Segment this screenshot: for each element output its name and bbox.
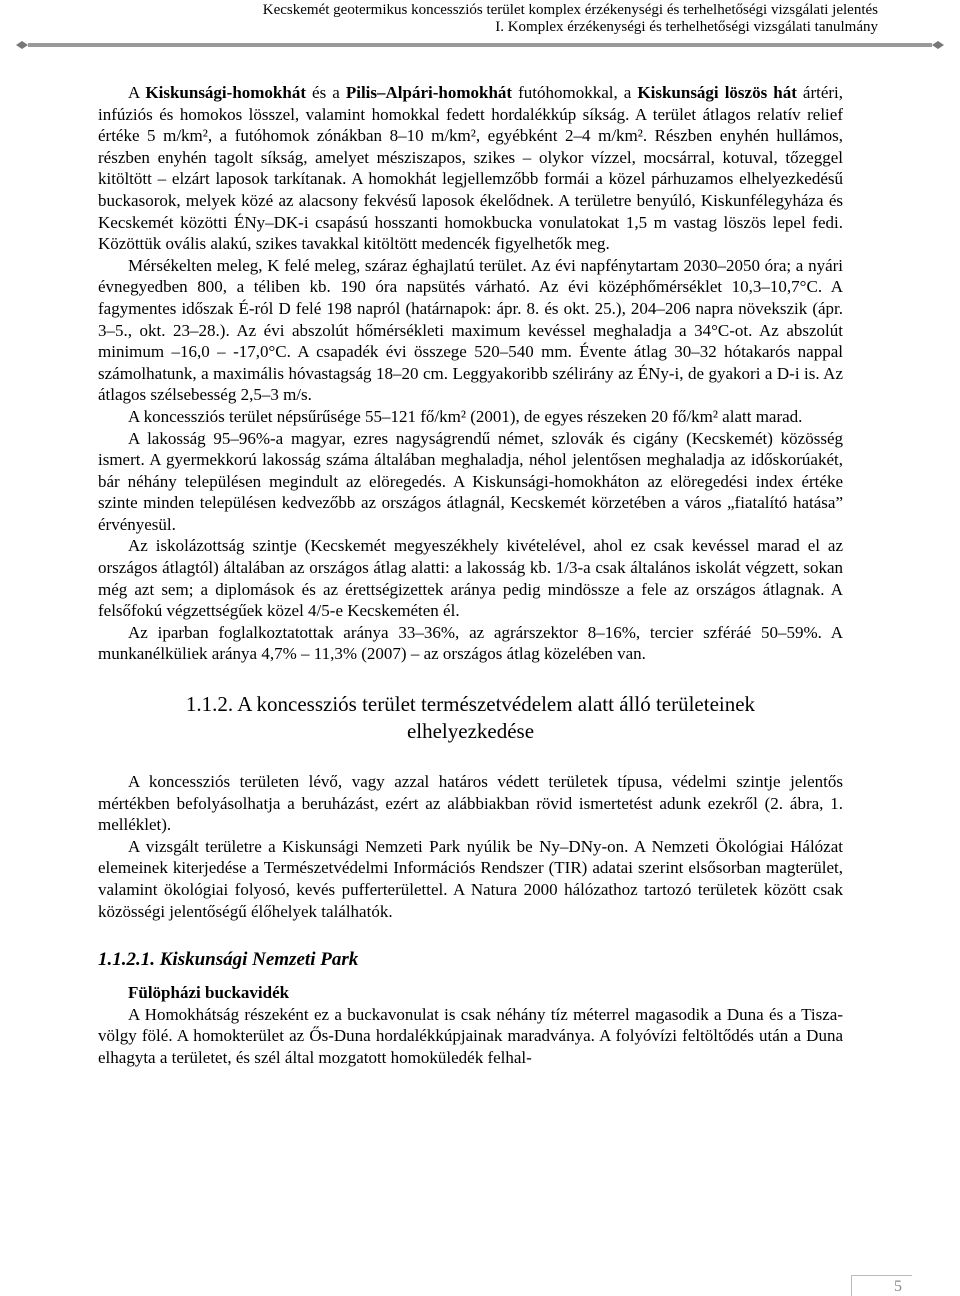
term-pilis-alpari-homokhat: Pilis–Alpári-homokhát bbox=[345, 83, 513, 102]
paragraph-landscape: A Kiskunsági-homokhát és a Pilis–Alpári-homokhát futóhomokkal, a Kiskunsági löszös hát ártéri, infúziós és homokos lösszel, valamint homokkal fedett hordalékkúp síkság. A terület átlagos relatív relief értéke 5 m/km², a futóhomok zónákban 8–10 m/km², egyébként 2–4 m/km². Részben enyhén hullámos, részben enyhén tagolt síkság, amelyet mésziszapos, szikes – olykor vízzel, mocsárral, kotuval, tőzeggel kitöltött – elzárt laposok tarkítanak. A homokhát legjellemzőbb formái a közel párhuzamos elhelyezkedésű buckasorok, melyek közé az alacsony fekvésű laposok ékelődnek. A területre benyúló, Kiskunfélegyháza és Kecskemét közötti ÉNy–DK-i csapású hosszanti homokbucka vonulatokat 1,5 m vastag löszös lepel fedi. Közöttük ovális alakú, szikes tavakkal kitöltött medencék figyelhetők meg. bbox=[98, 83, 844, 254]
page-number: 5 bbox=[894, 1278, 902, 1295]
header-line-2: I. Komplex érzékenységi és terhelhetőségi vizsgálati tanulmány bbox=[495, 19, 878, 35]
subsection-heading: 1.1.2.1. Kiskunsági Nemzeti Park bbox=[98, 949, 359, 971]
subhead-fulophazi: Fülöpházi buckavidék bbox=[128, 983, 290, 1003]
paragraph-national-park: A vizsgált területre a Kiskunsági Nemzeti Park nyúlik be Ny–DNy-on. A Nemzeti Ökológiai Hálózat elemeinek kiterjedése a Természetvédelmi Információs Rendszer (TIR) adatai szerint elsősorban magterület, valamint ökológiai folyosó, kevés pufferterülettel. A Natura 2000 hálózathoz tartozó területek között csak közösségi jelentőségű élőhelyek találhatók. bbox=[98, 836, 843, 921]
section-heading-line-2: elhelyezkedése bbox=[406, 719, 535, 744]
paragraph-employment: Az iparban foglalkoztatottak aránya 33–36%, az agrárszektor 8–16%, tercier szféráé 50–59%. A munkanélküliek aránya 4,7% – 11,3% (2007) – az országos átlag közelében van. bbox=[98, 622, 843, 664]
paragraph-population-density: A koncessziós terület népsűrűsége 55–121 fő/km² (2001), de egyes részeken 20 fő/km² alatt marad. bbox=[128, 406, 803, 426]
section-heading bbox=[98, 691, 843, 745]
document-body bbox=[98, 82, 843, 1069]
paragraph-population: A lakosság 95–96%-a magyar, ezres nagyságrendű német, szlovák és cigány (Kecskemét) közösség ismert. A gyermekkorú lakosság száma általában meghaladja, néhol jelentősen meghaladja az időskorúakét, bár néhány településen megindult az elöregedés. A Kiskunsági-homokháton az elöregedési index értéke szinte minden településen kedvezőbb az országos átlagnál, Kecskemét körzetében a város „fiatalító hatása” érvényesül. bbox=[98, 428, 843, 534]
paragraph-protected-areas: A koncessziós területen lévő, vagy azzal határos védett területek típusa, védelmi szintje jelentős mértékben befolyásolhatja a beruházást, ezért az alábbiakban rövid ismertetést adunk ezekről (2. ábra, 1. melléklet). bbox=[98, 772, 843, 835]
page-number-box bbox=[851, 1275, 912, 1296]
paragraph-fulophazi: A Homokhátság részeként ez a buckavonulat is csak néhány tíz méterrel magasodik a Duna és a Tisza-völgy fölé. A homokterület az Ős-Duna hordalékkúpjainak maradványa. A folyóvízi feltöltődés után a Duna elhagyta a területet, és szél által mozgatott homoküledék felhal- bbox=[98, 1004, 843, 1067]
header-line-1: Kecskemét geotermikus koncessziós terület komplex érzékenységi és terhelhetőségi vizsgálati jelentés bbox=[262, 2, 878, 18]
header-rule bbox=[16, 40, 944, 50]
paragraph-education: Az iskolázottság szintje (Kecskemét megyeszékhely kivételével, ahol ez csak kevéssel marad el az országos átlagtól) általában az országos átlag alatti: a lakosság kb. 1/3-a csak általános iskolát végzett, sokan még azt sem; a diplomások és az érettségizettek aránya pedig mindössze a fele az országos átlagnak. A felsőfokú végzettségűek közel 4/5-e Kecskeméten él. bbox=[98, 536, 843, 621]
section-heading-line-1: 1.1.2. A koncessziós terület természetvédelem alatt álló területeinek bbox=[185, 692, 756, 717]
paragraph-climate: Mérsékelten meleg, K felé meleg, száraz éghajlatú terület. Az évi napfénytartam 2030–2050 óra; a nyári évnegyedben 800, a téliben kb. 190 óra napsütés várható. Az évi középhőmérséklet 10,3–10,7°C. A fagymentes időszak É-ról D felé 198 napról (határnapok: ápr. 8. és okt. 25.), 204–206 napra növekszik (ápr. 3–5., okt. 23–28.). Az évi abszolút hőmérsékleti maximum kevéssel meghaladja a 34°C-ot. Az abszolút minimum –16,0 – -17,0°C. A csapadék évi összege 520–540 mm. Évente átlag 30–32 hótakarós nappal számolhatunk, a maximális hóvastagság 18–20 cm. Leggyakoribb szélirány az ÉNy-i, de gyakori a D-i is. Az átlagos szélsebesség 2,5–3 m/s. bbox=[98, 255, 843, 405]
term-kiskunsagi-loszos-hat: Kiskunsági löszös hát bbox=[637, 83, 797, 102]
page-header bbox=[0, 0, 960, 36]
term-kiskunsagi-homokhat: Kiskunsági-homokhát bbox=[145, 83, 307, 102]
